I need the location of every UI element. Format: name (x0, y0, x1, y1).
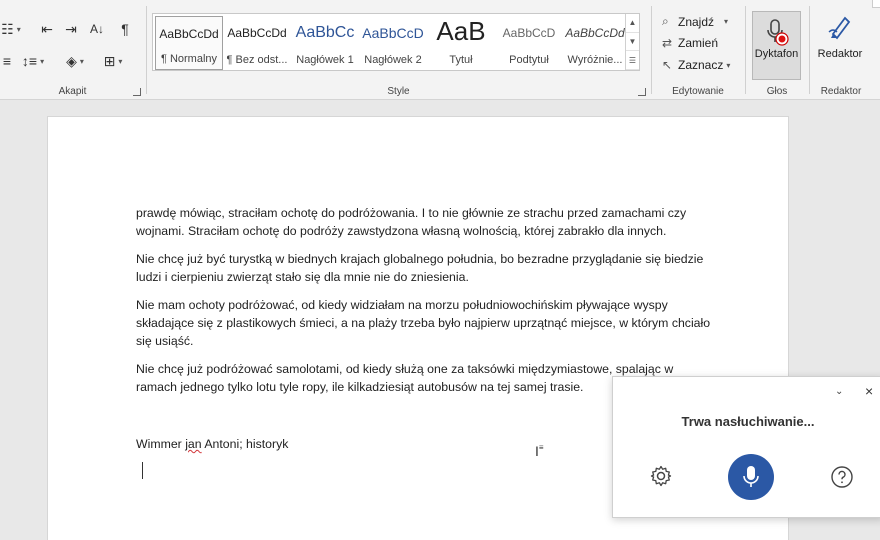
style-name: ¶ Bez odst... (226, 54, 288, 66)
editor-pen-icon (827, 14, 853, 40)
dictate-label: Dyktafon (754, 48, 799, 60)
line-spacing-icon[interactable]: ↕≡ ▾ (21, 53, 45, 69)
cursor-arrow-icon: ↖ (662, 58, 673, 72)
paragraph-dialog-launcher[interactable] (133, 88, 141, 96)
borders-icon[interactable]: ⊞ ▾ (103, 52, 123, 69)
paragraph-2[interactable]: Nie chcę już być turystką w biednych krajach globalnego południa, bo bezradne przyglądanie się biedzie ludzi i cierpieniu zwierząt stało się dla mnie nie do zniesienia. (136, 252, 704, 284)
style-title[interactable] (427, 16, 495, 70)
style-name: Tytuł (449, 54, 473, 66)
misspelled-word[interactable]: jan (185, 437, 202, 451)
editor-button[interactable] (812, 11, 868, 71)
replace-icon: ⇄ (662, 36, 673, 50)
shading-icon[interactable]: ◈ ▾ (66, 52, 84, 69)
style-name: Podtytuł (509, 54, 549, 66)
ribbon (0, 0, 880, 100)
help-button[interactable] (830, 465, 854, 494)
paragraph-3[interactable]: Nie mam ochoty podróżować, od kiedy widziałam na morzu południowochińskim pływające wyspy składające się z plastikowych śmieci, a na plaży trzeba było najpierw uprzątnąć miejsce, w którym chciało się usiąść. (136, 298, 711, 348)
settings-gear-button[interactable] (649, 464, 673, 493)
style-name: Nagłówek 1 (296, 54, 354, 66)
microphone-recording-icon (764, 18, 790, 46)
microphone-icon (741, 465, 761, 489)
find-button[interactable] (662, 14, 728, 29)
select-label: Zaznacz (678, 58, 724, 72)
gear-icon (649, 464, 673, 488)
style-no-spacing[interactable] (223, 16, 291, 70)
gallery-down-icon[interactable]: ▼ (626, 33, 639, 52)
replace-button[interactable] (662, 36, 718, 50)
paragraph-4[interactable]: Nie chcę już podróżować samolotami, od kiedy służą one za taksówki międzymiastowe, spalając w ramach jednego tylko lotu tyle ropy, ile kilkadziesiąt autobusów na tej samej trasie. (136, 362, 674, 394)
close-icon[interactable]: × (865, 383, 874, 399)
editor-group-label: Redaktor (820, 86, 862, 97)
editing-group-label: Edytowanie (672, 86, 724, 97)
paragraph-group-label: Akapit (58, 86, 87, 97)
voice-group-label: Głos (766, 86, 788, 97)
gallery-scrollbar (625, 14, 639, 70)
sort-icon[interactable]: A↓ (89, 22, 104, 36)
replace-label: Zamień (678, 36, 719, 50)
style-preview: AaB (436, 16, 486, 46)
search-icon: ⌕ (662, 14, 669, 28)
style-preview: AaBbCc (295, 24, 355, 41)
collapse-chevron-icon[interactable]: ⌄ (835, 386, 844, 397)
style-emphasis[interactable] (561, 16, 629, 70)
style-name: ¶ Normalny (160, 53, 218, 65)
signature-text: Wimmer (136, 437, 186, 451)
chevron-down-icon: ▾ (724, 17, 729, 26)
signature-text: Antoni; historyk (201, 437, 289, 451)
help-question-icon (830, 465, 854, 489)
style-preview: AaBbCcDd (565, 26, 625, 40)
style-name: Wyróżnie... (567, 54, 623, 66)
multilevel-list-icon[interactable]: ☷ ▾ (1, 20, 21, 37)
increase-indent-icon[interactable]: ⇥ (65, 20, 77, 37)
style-heading-2[interactable] (359, 16, 427, 70)
style-preview: AaBbCcD (362, 25, 424, 41)
select-button[interactable] (662, 58, 730, 72)
editor-label: Redaktor (817, 48, 863, 60)
gallery-up-icon[interactable]: ▲ (626, 14, 639, 33)
styles-dialog-launcher[interactable] (638, 88, 646, 96)
styles-group-label: Style (387, 86, 410, 97)
dictate-button[interactable] (752, 11, 801, 80)
dictation-panel (612, 376, 880, 518)
find-label: Znajdź (678, 14, 715, 29)
style-subtitle[interactable] (495, 16, 563, 70)
listening-status: Trwa nasłuchiwanie... (681, 414, 815, 429)
paragraph-group (0, 0, 145, 100)
paragraph-1[interactable]: prawdę mówiąc, straciłam ochotę do podróżowania. I to nie głównie ze strachu przed zamachami czy wojnami. Straciłam ochotę do podróży zawstydzona własną wolnością, której zabrakło dla innych. (136, 206, 687, 238)
style-preview: AaBbCcDd (227, 26, 287, 40)
styles-gallery (152, 13, 640, 71)
chevron-down-icon: ▾ (726, 60, 731, 70)
style-preview: AaBbCcDd (159, 27, 219, 41)
style-normal[interactable] (155, 16, 223, 70)
style-heading-1[interactable] (291, 16, 359, 70)
pilcrow-icon[interactable]: ¶ (121, 21, 129, 37)
window-edge (872, 0, 880, 8)
microphone-button[interactable] (728, 454, 774, 500)
style-name: Nagłówek 2 (364, 54, 422, 66)
decrease-indent-icon[interactable]: ⇤ (41, 20, 53, 37)
text-cursor (142, 462, 143, 479)
justify-icon[interactable]: ≡ (2, 53, 12, 69)
gallery-more-icon[interactable]: ☰ (626, 51, 639, 70)
style-preview: AaBbCcD (502, 26, 556, 40)
ibeam-cursor-icon: I≡ (535, 443, 544, 459)
